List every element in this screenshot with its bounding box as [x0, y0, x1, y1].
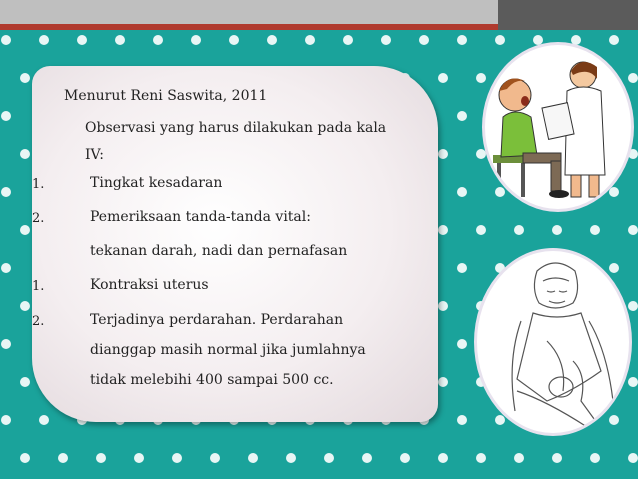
list-item-number: 1. — [32, 279, 45, 294]
polka-dot — [267, 35, 277, 45]
polka-dot — [628, 453, 638, 463]
polka-dot — [438, 149, 448, 159]
polka-dot — [343, 35, 353, 45]
polka-dot — [96, 453, 106, 463]
polka-dot — [609, 35, 619, 45]
polka-dot — [457, 263, 467, 273]
polka-dot — [1, 111, 11, 121]
polka-dot — [20, 73, 30, 83]
polka-dot — [248, 453, 258, 463]
list-item-number: 2. — [32, 314, 45, 329]
polka-dot — [153, 35, 163, 45]
polka-dot — [39, 415, 49, 425]
polka-dot — [514, 225, 524, 235]
polka-dot — [20, 453, 30, 463]
polka-dot — [476, 225, 486, 235]
polka-dot — [1, 187, 11, 197]
list-item-text: Pemeriksaan tanda-tanda vital: — [90, 209, 311, 225]
list-item-text: Kontraksi uterus — [90, 277, 209, 293]
doctor-patient-illustration — [482, 42, 634, 212]
polka-dot — [400, 453, 410, 463]
content-card — [32, 66, 438, 422]
polka-dot — [514, 453, 524, 463]
polka-dot — [324, 453, 334, 463]
polka-dot — [457, 35, 467, 45]
polka-dot — [362, 453, 372, 463]
polka-dot — [39, 35, 49, 45]
polka-dot — [438, 225, 448, 235]
polka-dot — [628, 377, 638, 387]
polka-dot — [1, 35, 11, 45]
list-item-text: Tingkat kesadaran — [90, 175, 223, 191]
polka-dot — [438, 301, 448, 311]
polka-dot — [191, 35, 201, 45]
polka-dot — [590, 453, 600, 463]
intro-line-2: IV: — [85, 147, 104, 163]
polka-dot — [438, 73, 448, 83]
polka-dot — [77, 35, 87, 45]
top-dark-tab — [498, 0, 638, 30]
list-item-number: 1. — [32, 177, 45, 192]
polka-dot — [172, 453, 182, 463]
polka-dot — [305, 35, 315, 45]
polka-dot — [58, 453, 68, 463]
polka-dot — [20, 377, 30, 387]
polka-dot — [20, 225, 30, 235]
polka-dot — [495, 35, 505, 45]
polka-dot — [628, 225, 638, 235]
polka-dot — [552, 453, 562, 463]
polka-dot — [438, 377, 448, 387]
intro-line-1: Observasi yang harus dilakukan pada kala — [85, 120, 387, 136]
polka-dot — [419, 35, 429, 45]
polka-dot — [628, 301, 638, 311]
slide-heading: Menurut Reni Saswita, 2011 — [64, 88, 268, 104]
polka-dot — [1, 263, 11, 273]
nurse-blood-pressure-illustration — [474, 248, 632, 436]
polka-dot — [286, 453, 296, 463]
list-item-text: dianggap masih normal jika jumlahnya — [90, 342, 366, 358]
polka-dot — [115, 35, 125, 45]
polka-dot — [590, 225, 600, 235]
list-item-number: 2. — [32, 211, 45, 226]
list-item-text: tidak melebihi 400 sampai 500 cc. — [90, 372, 334, 388]
polka-dot — [229, 35, 239, 45]
polka-dot — [20, 149, 30, 159]
polka-dot — [476, 453, 486, 463]
polka-dot — [457, 339, 467, 349]
polka-dot — [1, 415, 11, 425]
polka-dot — [438, 453, 448, 463]
polka-dot — [134, 453, 144, 463]
polka-dot — [210, 453, 220, 463]
polka-dot — [381, 35, 391, 45]
polka-dot — [1, 339, 11, 349]
polka-dot — [552, 225, 562, 235]
list-item-text: Terjadinya perdarahan. Perdarahan — [90, 312, 344, 328]
list-item-text: tekanan darah, nadi dan pernafasan — [90, 243, 348, 259]
polka-dot — [457, 415, 467, 425]
polka-dot — [457, 111, 467, 121]
polka-dot — [457, 187, 467, 197]
polka-dot — [20, 301, 30, 311]
